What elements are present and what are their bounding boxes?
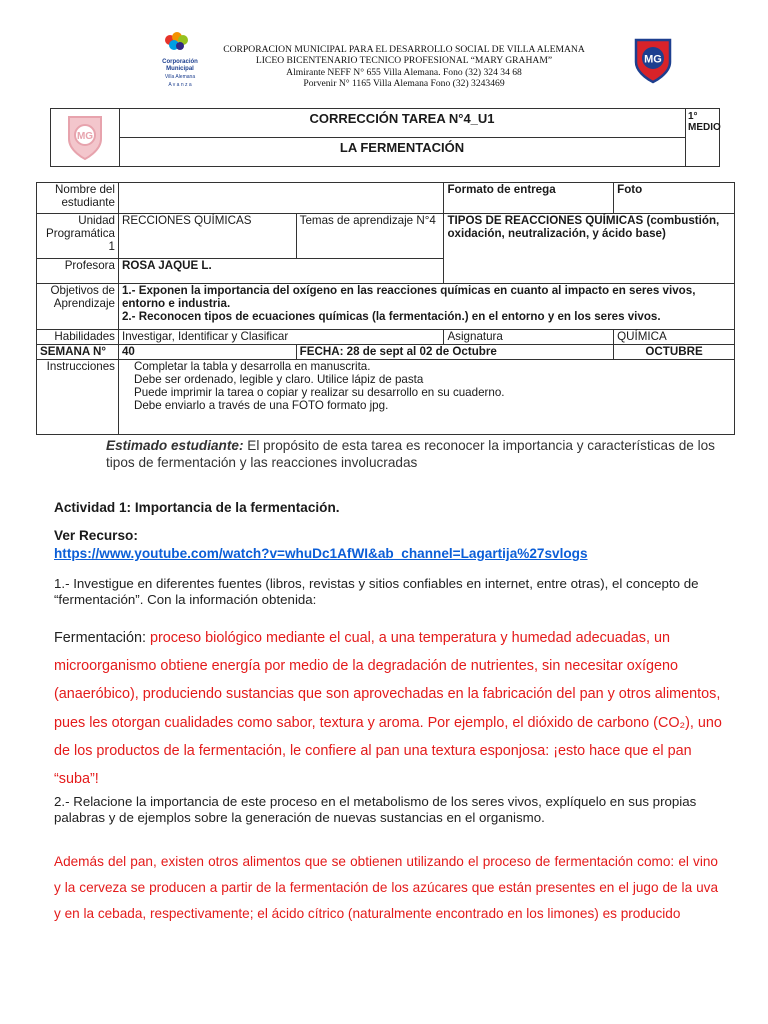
svg-text:MG: MG <box>76 131 94 142</box>
ademas-answer: Además del pan, existen otros alimentos que se obtienen utilizando el proceso de fermentación como: el vino y la cerveza se producen a partir de la fermentación de los azúcares que están presentes en el jugo de la uva y en la cebada, respectivamente; el ácido cítrico (naturalmente encontrado en los limones) es producido <box>54 854 718 921</box>
fermentacion-text: proceso biológico mediante el cual, a una temperatura y humedad adecuadas, un microorganismo obtiene energía por medio de la degradación de nutrientes, sin necesitar oxígeno (anaeróbico), produciendo sustancias que son aprovechadas en la fabricación del pan y otros alimentos, pues les otorgan cualidades como sabor, textura y aroma. Por ejemplo, el dióxido de carbono (CO₂), uno de los productos de la fermentación, le confiere al pan una textura esponjosa: ¡esto hace que el pan “suba”! <box>54 630 722 788</box>
pregunta-2: 2.- Relacione la importancia de este proceso en el metabolismo de los seres vivos, explíquelo en sus propias palabras y de ejemplos sobre la generación de nuevas sustancias en el organismo. <box>54 794 697 825</box>
nombre-label: Nombre del estudiante <box>37 183 119 214</box>
instruccion-4: Debe enviarlo a través de una FOTO formato jpg. <box>133 399 389 412</box>
objetivos-label: Objetivos de Aprendizaje <box>37 284 119 330</box>
svg-text:Villa Alemana: Villa Alemana <box>164 74 196 80</box>
unidad-label: Unidad Programática 1 <box>37 214 119 259</box>
objetivo-1: 1.- Exponen la importancia del oxígeno en las reacciones químicas en cuanto al impacto en seres vivos, entorno e industria. <box>121 284 696 310</box>
task-subtitle: LA FERMENTACIÓN <box>119 138 686 166</box>
habilidades-label: Habilidades <box>37 330 119 345</box>
header-line-3: Almirante NEFF N° 655 Villa Alemana. Fono (32) 324 34 68 <box>286 66 522 78</box>
info-table <box>36 182 735 435</box>
formato-label: Formato de entrega <box>444 183 614 214</box>
asignatura-label: Asignatura <box>444 330 614 345</box>
actividad-heading: Actividad 1: Importancia de la fermentación. <box>54 500 340 515</box>
header-line-1: CORPORACION MUNICIPAL PARA EL DESARROLLO SOCIAL DE VILLA ALEMANA <box>223 44 585 55</box>
formato-value: Foto <box>614 183 735 214</box>
objetivos-value <box>118 284 734 330</box>
grade-level: 1° MEDIO <box>688 111 721 133</box>
habilidades-value: Investigar, Identificar y Clasificar <box>118 330 443 345</box>
semana-label: SEMANA N° <box>37 345 119 360</box>
school-header <box>200 44 608 89</box>
title-box <box>50 108 720 167</box>
semana-value: 40 <box>118 345 296 360</box>
mary-graham-crest <box>632 36 674 84</box>
temas-label: Temas de aprendizaje N°4 <box>296 214 444 259</box>
instruccion-1: Completar la tabla y desarrolla en manuscrita. <box>133 360 371 373</box>
estimado-paragraph <box>106 437 726 471</box>
svg-text:Municipal: Municipal <box>166 66 194 72</box>
ver-recurso-label: Ver Recurso: <box>54 528 138 543</box>
unidad-value: RECCIONES QUÍMICAS <box>118 214 296 259</box>
instruccion-3: Puede imprimir la tarea o copiar y realizar su desarrollo en su cuaderno. <box>133 386 505 399</box>
instrucciones-list <box>118 360 734 435</box>
nombre-field[interactable] <box>118 183 443 214</box>
svg-text:A v a n z a: A v a n z a <box>168 82 192 88</box>
objetivo-2: 2.- Reconocen tipos de ecuaciones químicas (la fermentación.) en el entorno y en los seres vivos. <box>121 310 661 323</box>
estimado-lead: Estimado estudiante: <box>106 438 244 453</box>
svg-text:Corporación: Corporación <box>162 59 198 65</box>
pregunta-1: 1.- Investigue en diferentes fuentes (libros, revistas y sitios confiables en internet, entre otras), el concepto de “fermentación”. Con la información obtenida: <box>54 576 699 607</box>
fecha-value: FECHA: 28 de sept al 02 de Octubre <box>296 345 613 360</box>
instrucciones-label: Instrucciones <box>37 360 119 435</box>
mes-value: OCTUBRE <box>614 345 735 360</box>
header-line-4: Porvenir N° 1165 Villa Alemana Fono (32) 3243469 <box>303 77 505 89</box>
profesora-label: Profesora <box>37 259 119 284</box>
task-title: CORRECCIÓN TAREA N°4_U1 <box>119 109 686 138</box>
title-crest-cell <box>51 109 120 166</box>
resource-link[interactable]: https://www.youtube.com/watch?v=whuDc1AfWI&ab_channel=Lagartija%27svlogs <box>54 546 588 561</box>
faded-crest-icon <box>51 109 119 166</box>
estimado-text: El propósito de esta tarea es reconocer la importancia y características de los tipos de fermentación y las reacciones involucradas <box>106 438 715 470</box>
svg-text:MG: MG <box>644 53 662 66</box>
fermentacion-answer <box>54 624 724 793</box>
temas-value: TIPOS DE REACCIONES QUÍMICAS (combustión, oxidación, neutralización, y ácido base) <box>444 214 735 284</box>
fermentacion-label: Fermentación: <box>54 630 150 646</box>
asignatura-value: QUÍMICA <box>614 330 735 345</box>
instruccion-2: Debe ser ordenado, legible y claro. Utilice lápiz de pasta <box>133 373 424 386</box>
profesora-value: ROSA JAQUE L. <box>118 259 443 284</box>
header-line-2: LICEO BICENTENARIO TECNICO PROFESIONAL “MARY GRAHAM” <box>255 55 553 67</box>
